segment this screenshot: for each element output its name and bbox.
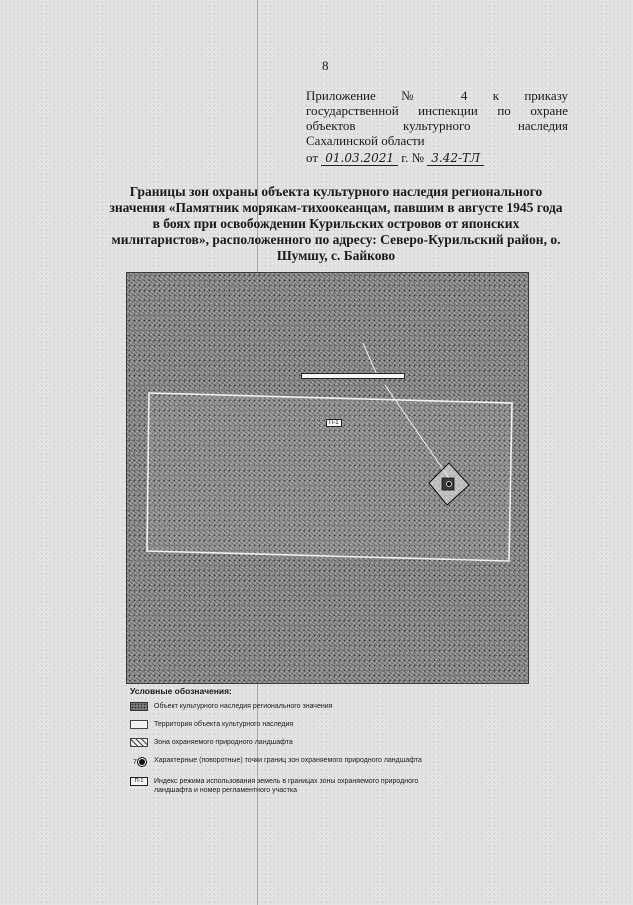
appendix-line: Сахалинской области (306, 133, 425, 148)
boundary-point-marker (447, 482, 452, 487)
page-number: 8 (322, 58, 329, 73)
legend-item-object (130, 702, 430, 711)
satellite-map (126, 272, 529, 684)
order-date: 01.03.2021 (321, 151, 398, 166)
legend-title: Условные обозначения: (130, 686, 232, 696)
order-prefix: от (306, 150, 319, 165)
map-overlay (127, 273, 528, 683)
map-legend (130, 686, 430, 804)
legend-label: Объект культурного наследия регионального значения (154, 703, 333, 710)
legend-item-territory (130, 720, 430, 729)
legend-item-index (130, 777, 430, 795)
document-title: Границы зон охраны объекта культурного наследия регионального значения «Памятник морякам-тихоокеанцам, павшим в августе 1945 года в боях при освобождении Курильских островов от японских милитаристов», расположенного по адресу: Северо-Курильский район, о. Шумшу, с. Байково (109, 184, 563, 263)
legend-label: Зона охраняемого природного ландшафта (154, 739, 293, 746)
object-symbol (130, 702, 148, 711)
hatched-zone-symbol (130, 738, 148, 747)
point-symbol (130, 756, 148, 768)
object-callout-box (301, 373, 405, 379)
appendix-header (306, 88, 568, 148)
territory-symbol (130, 720, 148, 729)
legend-label: Характерные (поворотные) точки границ зон охраняемого природного ландшафта (154, 757, 422, 764)
order-year-suffix: г. № (401, 150, 425, 165)
legend-label: Индекс режима использования земель в границах зоны охраняемого природного ландшафта и номер регламентного участка (154, 778, 419, 794)
leader-line (363, 343, 377, 375)
appendix-line: Приложение № 4 к приказу (306, 88, 568, 103)
point-symbol-number: 7 (133, 758, 137, 766)
legend-item-zone (130, 738, 430, 747)
map-index-tag: П-1 (326, 419, 342, 427)
point-dot-icon (139, 759, 145, 765)
legend-item-point (130, 756, 430, 768)
index-symbol: П-1 (130, 777, 148, 786)
order-reference (306, 150, 484, 166)
appendix-line: объектов культурного наследия (306, 118, 568, 133)
order-number: 3.42-ТЛ (427, 151, 484, 166)
appendix-line: государственной инспекции по охране (306, 103, 568, 118)
legend-label: Территория объекта культурного наследия (154, 721, 294, 728)
